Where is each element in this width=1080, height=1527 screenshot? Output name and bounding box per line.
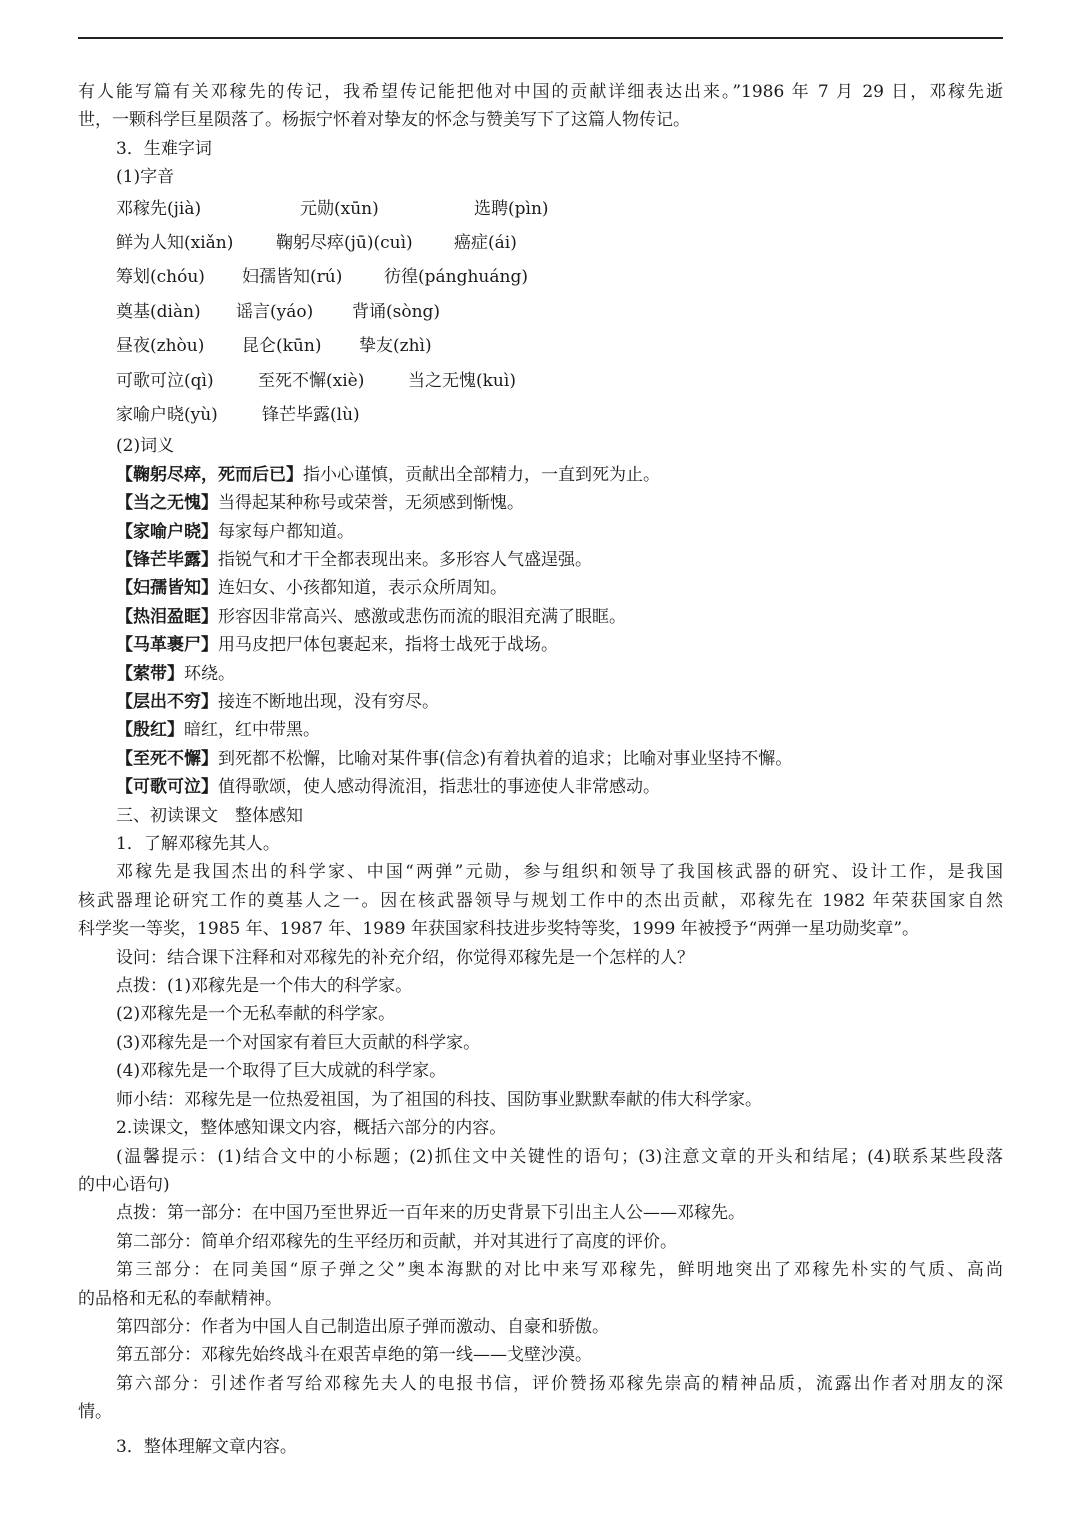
definition-item — [78, 518, 1003, 546]
definition-item — [78, 489, 1003, 517]
definition-term: 【萦带】 — [116, 663, 184, 684]
pronunciation-table — [78, 192, 1003, 433]
pronunciation-item: 家喻户晓(yù) — [116, 404, 218, 425]
part-summary-4: 第四部分：作者为中国人自己制造出原子弹而激动、自豪和骄傲。 — [116, 1316, 609, 1337]
pronunciation-item: 当之无愧(kuì) — [408, 370, 516, 391]
document-body — [78, 78, 1003, 1461]
definition-term: 【马革裹尸】 — [116, 635, 218, 656]
intro-line-2: 世，一颗科学巨星陨落了。杨振宁怀着对挚友的怀念与赞美写下了这篇人物传记。 — [78, 110, 690, 131]
pronunciation-item: 妇孺皆知(rú) — [242, 267, 343, 288]
item1-title: 1．了解邓稼先其人。 — [116, 834, 280, 855]
pronunciation-item: 癌症(ái) — [454, 233, 517, 254]
pronunciation-item: 昆仑(kūn) — [242, 336, 322, 357]
part-summary-1: 点拨：第一部分：在中国乃至世界近一百年来的历史背景下引出主人公——邓稼先。 — [116, 1203, 745, 1224]
pronunciation-row — [116, 226, 1003, 260]
pronunciation-item: 鲜为人知(xiǎn) — [116, 233, 234, 254]
answer-line: (2)邓稼先是一个无私奉献的科学家。 — [116, 1004, 396, 1025]
definition-term: 【锋芒毕露】 — [116, 549, 218, 570]
definition-text: 指锐气和才干全都表现出来。多形容人气盛逞强。 — [218, 549, 592, 570]
answer-line: (4)邓稼先是一个取得了巨大成就的科学家。 — [116, 1061, 447, 1082]
definition-text: 环绕。 — [184, 663, 235, 684]
definition-item — [78, 773, 1003, 801]
definition-text: 连妇女、小孩都知道，表示众所周知。 — [218, 578, 507, 599]
answer-line: 点拨：(1)邓稼先是一个伟大的科学家。 — [116, 976, 413, 997]
pronunciation-item: 鞠躬尽瘁(jū)(cuì) — [276, 233, 413, 254]
bio-line-3: 科学奖一等奖，1985 年、1987 年、1989 年获国家科技进步奖特等奖，1999 年被授予“两弹一星功勋奖章”。 — [78, 919, 920, 940]
definition-term: 【鞠躬尽瘁，死而后已】 — [116, 464, 303, 485]
definition-item — [78, 631, 1003, 659]
pronunciation-item: 谣言(yáo) — [236, 301, 314, 322]
definition-term: 【当之无愧】 — [116, 493, 218, 514]
meaning-title: (2)词义 — [116, 436, 175, 457]
pronunciation-title: (1)字音 — [116, 167, 175, 188]
definition-item — [78, 603, 1003, 631]
part-summary-5: 第五部分：邓稼先始终战斗在艰苦卓绝的第一线——戈壁沙漠。 — [116, 1345, 592, 1366]
pronunciation-item: 选聘(pìn) — [474, 198, 549, 219]
pronunciation-item: 锋芒毕露(lù) — [262, 404, 360, 425]
pronunciation-row — [116, 295, 1003, 329]
definition-text: 值得歌颂，使人感动得流泪，指悲壮的事迹使人非常感动。 — [218, 777, 660, 798]
header-rule — [78, 37, 1003, 39]
definition-term: 【至死不懈】 — [116, 748, 218, 769]
definition-text: 当得起某种称号或荣誉，无须感到惭愧。 — [218, 493, 524, 514]
pronunciation-row — [116, 329, 1003, 363]
definition-text: 用马皮把尸体包裹起来，指将士战死于战场。 — [218, 635, 558, 656]
definition-item — [78, 660, 1003, 688]
bio-line-1: 邓稼先是我国杰出的科学家、中国“两弹”元勋，参与组织和领导了我国核武器的研究、设计工作，是我国 — [116, 862, 1003, 883]
tip-line-1: (温馨提示：(1)结合文中的小标题；(2)抓住文中关键性的语句；(3)注意文章的开头和结尾；(4)联系某些段落 — [116, 1146, 1003, 1167]
item2-title: 2.读课文，整体感知课文内容，概括六部分的内容。 — [116, 1118, 507, 1139]
question-text: 设问：结合课下注释和对邓稼先的补充介绍，你觉得邓稼先是一个怎样的人？ — [116, 947, 694, 968]
pronunciation-item: 可歌可泣(qì) — [116, 370, 214, 391]
pronunciation-item: 至死不懈(xiè) — [258, 370, 365, 391]
item3-title: 3．整体理解文章内容。 — [116, 1436, 297, 1457]
pronunciation-item: 昼夜(zhòu) — [116, 336, 205, 357]
pronunciation-row — [116, 260, 1003, 294]
tip-line-2: 的中心语句) — [78, 1174, 170, 1195]
pronunciation-item: 元勋(xūn) — [300, 198, 379, 219]
definition-text: 指小心谨慎，贡献出全部精力，一直到死为止。 — [303, 464, 660, 485]
part-heading: 三、初读课文 整体感知 — [116, 805, 303, 826]
definition-item — [78, 461, 1003, 489]
definition-term: 【热泪盈眶】 — [116, 606, 218, 627]
definition-item — [78, 546, 1003, 574]
definition-term: 【家喻户晓】 — [116, 521, 218, 542]
definition-item — [78, 574, 1003, 602]
answer-line: (3)邓稼先是一个对国家有着巨大贡献的科学家。 — [116, 1032, 481, 1053]
pronunciation-item: 背诵(sòng) — [352, 301, 441, 322]
bio-line-2: 核武器理论研究工作的奠基人之一。因在核武器领导与规划工作中的杰出贡献，邓稼先在 1982 年荣获国家自然 — [78, 890, 1003, 911]
part-summary-3-line-2: 的品格和无私的奉献精神。 — [78, 1288, 282, 1309]
part-summary-3-line-1: 第三部分：在同美国“原子弹之父”奥本海默的对比中来写邓稼先，鲜明地突出了邓稼先朴实的气质、高尚 — [116, 1260, 1003, 1281]
pronunciation-item: 筹划(chóu) — [116, 267, 205, 288]
pronunciation-item: 挚友(zhì) — [359, 336, 432, 357]
part-summary-2: 第二部分：简单介绍邓稼先的生平经历和贡献，并对其进行了高度的评价。 — [116, 1231, 677, 1252]
part-summary-6-line-2: 情。 — [78, 1402, 112, 1423]
definition-text: 每家每户都知道。 — [218, 521, 354, 542]
definition-text: 暗红，红中带黑。 — [184, 720, 320, 741]
definition-text: 到死都不松懈，比喻对某件事(信念)有着执着的追求；比喻对事业坚持不懈。 — [218, 748, 793, 769]
definition-term: 【妇孺皆知】 — [116, 578, 218, 599]
definition-item — [78, 688, 1003, 716]
section-title: 3．生难字词 — [116, 138, 212, 159]
definition-item — [78, 745, 1003, 773]
pronunciation-row — [116, 192, 1003, 226]
part-summary-6-line-1: 第六部分：引述作者写给邓稼先夫人的电报书信，评价赞扬邓稼先崇高的精神品质，流露出作者对朋友的深 — [116, 1373, 1003, 1394]
pronunciation-item: 奠基(diàn) — [116, 301, 201, 322]
definition-text: 形容因非常高兴、感激或悲伤而流的眼泪充满了眼眶。 — [218, 606, 626, 627]
definition-term: 【可歌可泣】 — [116, 777, 218, 798]
definition-term: 【层出不穷】 — [116, 692, 218, 713]
pronunciation-row — [116, 398, 1003, 432]
definition-item — [78, 716, 1003, 744]
definition-term: 【殷红】 — [116, 720, 184, 741]
summary-line: 师小结：邓稼先是一位热爱祖国，为了祖国的科技、国防事业默默奉献的伟大科学家。 — [116, 1089, 762, 1110]
definition-text: 接连不断地出现，没有穷尽。 — [218, 692, 439, 713]
pronunciation-item: 邓稼先(jià) — [116, 198, 202, 219]
intro-line-1: 有人能写篇有关邓稼先的传记，我希望传记能把他对中国的贡献详细表达出来。”1986 年 7 月 29 日，邓稼先逝 — [78, 82, 1003, 102]
pronunciation-row — [116, 364, 1003, 398]
pronunciation-item: 彷徨(pánghuáng) — [384, 267, 528, 288]
